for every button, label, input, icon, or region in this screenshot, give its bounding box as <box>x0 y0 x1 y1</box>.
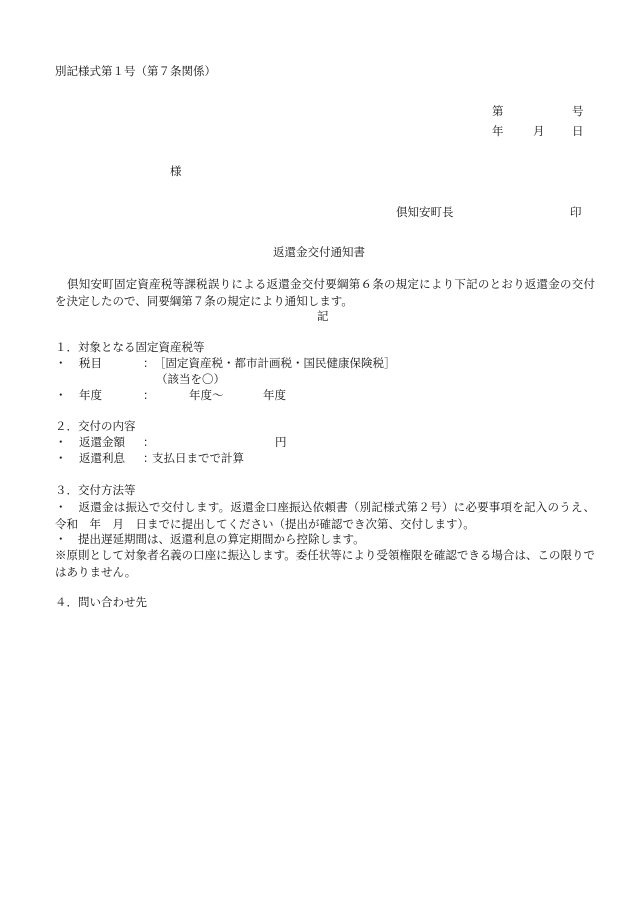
colon: ： <box>143 388 155 402</box>
doc-number-dai: 第 <box>492 104 504 118</box>
bullet: ・ <box>55 435 67 449</box>
tax-label: 税目 <box>79 356 102 370</box>
interest-value: 支払日までで計算 <box>152 451 244 465</box>
section-3-heading: ３．交付方法等 <box>55 483 136 497</box>
section-4-heading: ４．問い合わせ先 <box>55 595 147 609</box>
bullet: ・ <box>55 356 67 370</box>
section-1-heading: １．対象となる固定資産税等 <box>55 340 205 354</box>
section-3-note: ※原則として対象者名義の口座に振込します。委任状等により受領権限を確認できる場合は、この限りではありません。 <box>55 548 595 579</box>
amount-label: 返還金額 <box>79 435 125 449</box>
amount-unit: 円 <box>275 435 287 449</box>
form-id: 別記様式第１号（第７条関係） <box>55 64 216 78</box>
year-from: 年度～ <box>189 388 224 402</box>
sender-name: 倶知安町長 <box>396 205 454 219</box>
bullet: ・ <box>55 388 67 402</box>
date-month: 月 <box>533 124 545 138</box>
year-to: 年度 <box>263 388 286 402</box>
date-day: 日 <box>572 124 584 138</box>
section-2-heading: ２．交付の内容 <box>55 419 136 433</box>
section-3-item-1: ・ 返還金は振込で交付します。返還金口座振込依頼書（別記様式第２号）に必要事項を記入のうえ、令和 年 月 日までに提出してください（提出が確認でき次第、交付します）。 <box>55 500 595 531</box>
colon: ： <box>143 356 155 370</box>
doc-number-go: 号 <box>572 104 584 118</box>
tax-note: （該当を〇） <box>156 372 225 386</box>
year-label: 年度 <box>79 388 102 402</box>
addressee-sama: 様 <box>170 164 182 178</box>
document-title: 返還金交付通知書 <box>273 245 365 259</box>
interest-label: 返還利息 <box>79 451 125 465</box>
intro-paragraph: 倶知安町固定資産税等課税誤りによる返還金交付要綱第６条の規定により下記のとおり返還金の交付を決定したので、同要綱第７条の規定により通知します。 <box>55 277 595 308</box>
ki-mark: 記 <box>317 309 329 323</box>
date-year: 年 <box>492 124 504 138</box>
section-3-item-2: ・ 提出遅延期間は、返還利息の算定期間から控除します。 <box>55 532 365 546</box>
seal-mark: 印 <box>570 205 582 219</box>
colon: ： <box>143 435 155 449</box>
colon: ： <box>143 451 155 465</box>
tax-value: ［固定資産税・都市計画税・国民健康保険税］ <box>154 356 396 370</box>
bullet: ・ <box>55 451 67 465</box>
